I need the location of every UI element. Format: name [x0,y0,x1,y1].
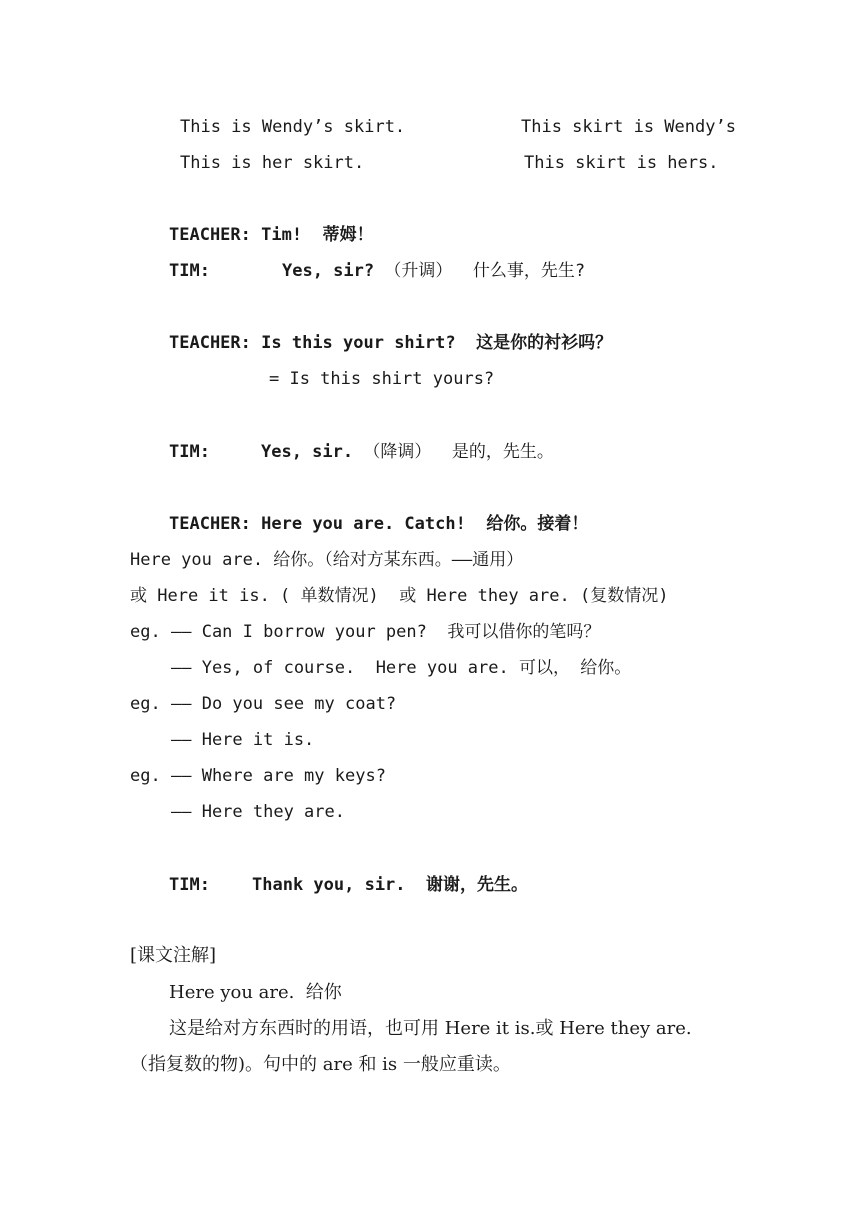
speaker-label: TEACHER: [169,225,251,245]
dialogue-teacher-2 [169,332,612,354]
dialogue-translation: 蒂姆！ [322,225,374,245]
dialogue-text: Thank you, sir. [252,875,406,895]
dialogue-tim-3 [252,874,528,896]
example-left-1: This is Wendy’s skirt. [180,117,406,137]
speaker-label: TEACHER: [169,333,251,353]
dialogue-translation: 这是你的衬衫吗？ [476,333,613,353]
notes-explanation-1: 这是给对方东西时的用语，也可用 Here it is.或 Here they are. [169,1018,692,1039]
usage-line-1: Here you are. 给你。（给对方某东西。——通用） [130,550,524,570]
notes-heading: [课文注解] [130,945,217,966]
example-label-1: eg. [130,622,161,642]
example-question-3: —— Where are my keys? [171,766,386,786]
dialogue-text: Here you are. Catch! [261,514,466,534]
dialogue-translation: 谢谢，先生。 [426,875,529,895]
dialogue-text: Yes, sir. [261,442,354,462]
dialogue-teacher-1 [169,224,374,246]
speaker-tim-3: TIM: [169,875,210,895]
example-label-3: eg. [130,766,161,786]
dialogue-text: Yes, sir? [282,261,375,281]
intonation-note: （降调） [363,442,432,462]
example-left-2: This is her skirt. [180,153,365,173]
dialogue-tim-1 [282,260,585,282]
example-question-2: —— Do you see my coat? [171,694,397,714]
usage-line-2: 或 Here it is. ( 单数情况) 或 Here they are. (复数情况) [130,586,669,606]
example-question-1: —— Can I borrow your pen? 我可以借你的笔吗？ [171,622,601,642]
dialogue-translation: 给你。接着！ [486,514,589,534]
dialogue-teacher-3 [169,513,588,535]
speaker-tim-2: TIM: [169,442,210,462]
example-answer-2: —— Here it is. [171,730,315,750]
intonation-note: （升调） [384,261,453,281]
speaker-label: TEACHER: [169,514,251,534]
dialogue-translation: 什么事，先生? [472,261,586,281]
example-answer-1: —— Yes, of course. Here you are. 可以， 给你。 [171,658,632,678]
equivalent-sentence: = Is this shirt yours? [269,369,495,389]
dialogue-tim-2 [261,441,554,463]
notes-explanation-2: （指复数的物)。句中的 are 和 is 一般应重读。 [130,1054,511,1075]
dialogue-text: Is this your shirt? [261,333,456,353]
dialogue-translation: 是的，先生。 [451,442,554,462]
example-right-2: This skirt is hers. [524,153,719,173]
example-answer-3: —— Here they are. [171,802,345,822]
example-right-1: This skirt is Wendy’s [521,117,736,137]
dialogue-text: Tim! [261,225,303,245]
example-label-2: eg. [130,694,161,714]
notes-phrase: Here you are. 给你 [169,982,342,1003]
speaker-tim-1: TIM: [169,261,210,281]
